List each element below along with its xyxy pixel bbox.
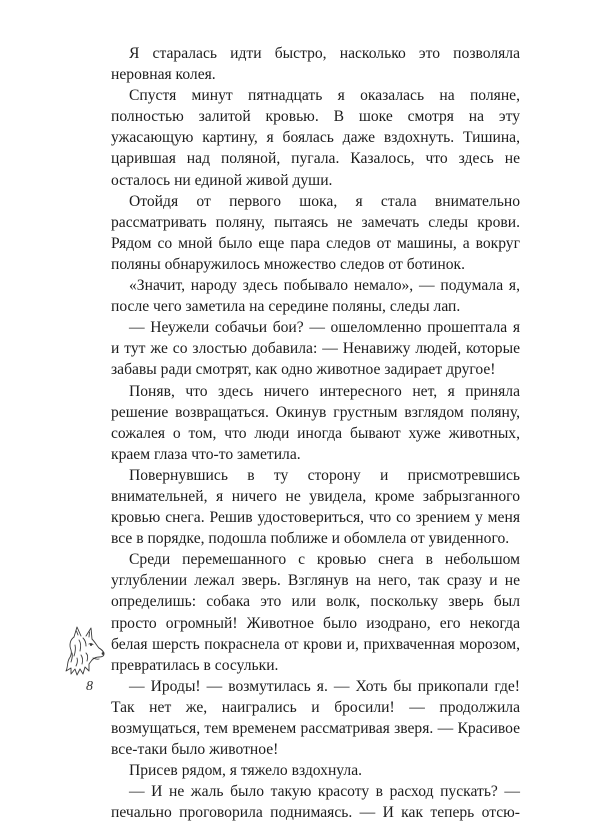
paragraph: Поняв, что здесь ничего интересного нет, я приняла решение возвращаться. Окинув грустным взглядом поляну, сожалея о том, что люди иногда бывают хуже животных, краем глаза что-то заметила. — [111, 382, 520, 463]
body-text — [111, 43, 520, 823]
paragraph: Отойдя от первого шока, я стала внимательно рассматривать поляну, пытаясь не замечать следы крови. Рядом со мной было еще пара следов от машины, а вокруг поляны обнаружилось множество следов от ботинок. — [111, 192, 520, 273]
paragraph: Присев рядом, я тяжело вздохнула. — [129, 762, 363, 780]
paragraph: Спустя минут пятнадцать я оказалась на поляне, полностью залитой кровью. В шоке смотря на эту ужасающую картину, я боялась даже вздохнуть. Тишина, царившая над поляной, пугала. Казалось, что здесь не осталось ни единой живой души. — [111, 87, 520, 189]
page-number: 8 — [86, 679, 93, 694]
paragraph: Я старалась идти быстро, насколько это позволяла неровная колея. — [111, 45, 520, 84]
paragraph: Среди перемешанного с кровью снега в небольшом углублении лежал зверь. Взглянув на него, так сразу и не определишь: собака это или волк, поскольку зверь был просто огромный! Животное было изодрано, его некогда белая шерсть покраснела от крови и, прихваченная морозом, превратилась в сосульки. — [111, 551, 520, 674]
paragraph: — Ироды! — возмутилась я. — Хоть бы прикопали где! Так нет же, наигрались и бросили! — продолжила возмущаться, тем временем рассматривая зверя. — Красивое все-таки было животное! — [111, 677, 520, 759]
paragraph: — Неужели собачьи бои? — ошеломленно прошептала я и тут же со злостью добавила: — Ненавижу людей, которые забавы ради смотрят, как одно животное задирает другое! — [111, 319, 520, 379]
paragraph: — И не жаль было такую красоту в расход пускать? — печально проговорила поднимаясь. — И как теперь отсю- — [111, 783, 520, 822]
wolf-head-icon — [62, 625, 106, 677]
paragraph: «Значит, народу здесь побывало немало», — подумала я, после чего заметила на середине поляны, следы лап. — [111, 277, 520, 316]
paragraph: Повернувшись в ту сторону и присмотревшись внимательней, я ничего не увидела, кроме забрызганного кровью снега. Решив удостовериться, что со зрением у меня все в порядке, подошла поближе и обомлела от увиденного. — [111, 466, 520, 548]
